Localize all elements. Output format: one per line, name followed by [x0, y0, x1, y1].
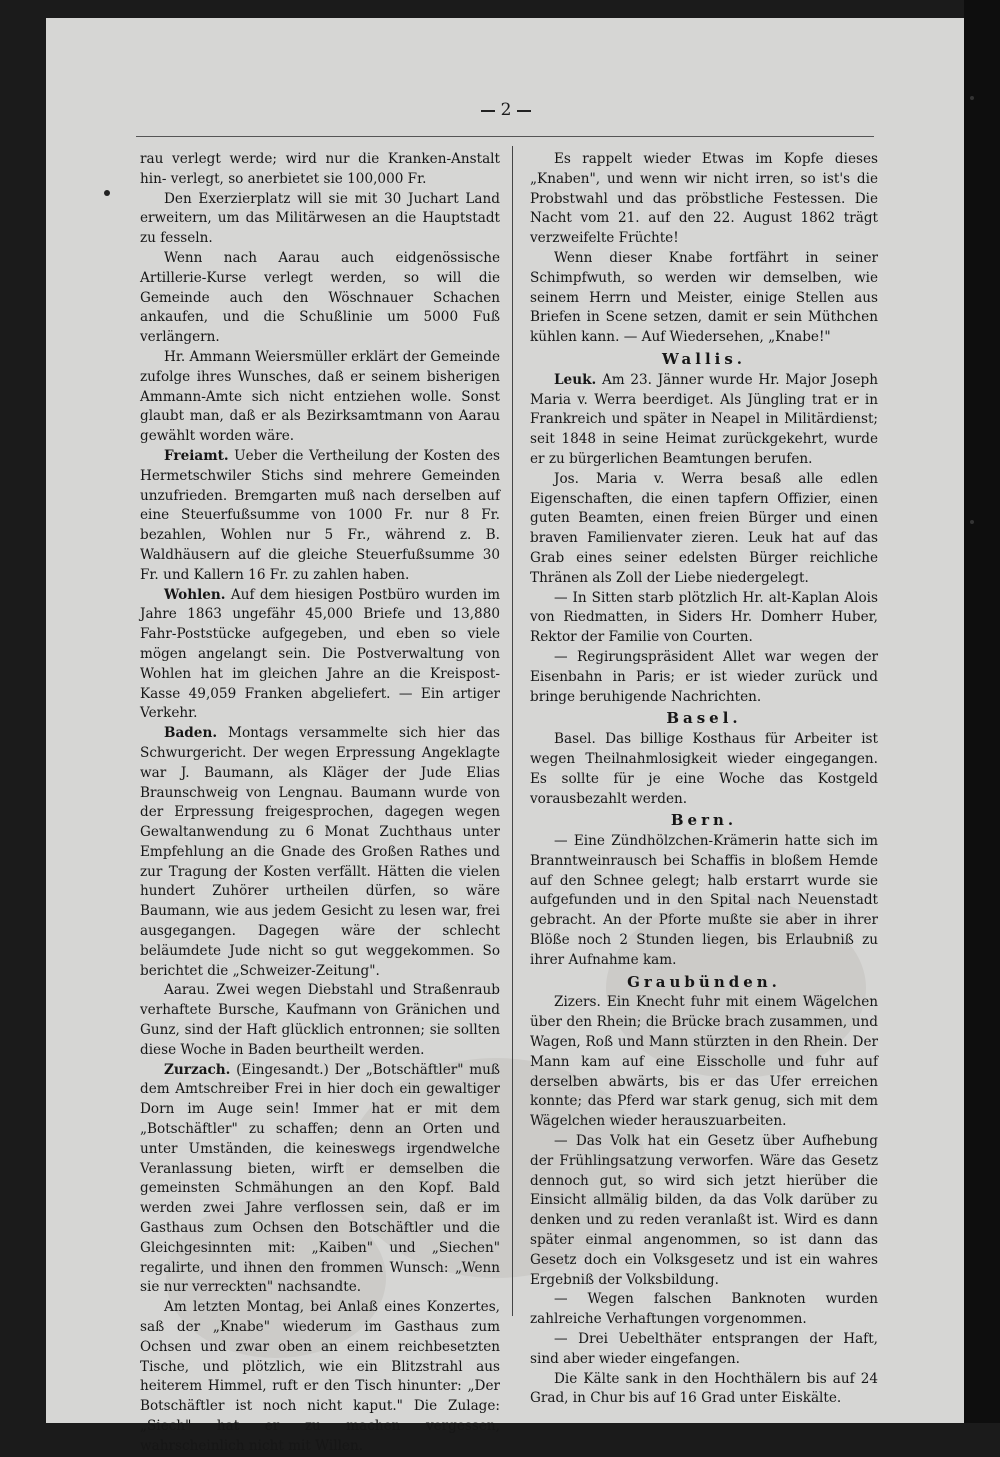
paragraph-text: — Eine Zündhölzchen-Krämerin hatte sich im Branntweinrausch bei Schaffis in bloßem Hemde auf den Schnee gelegt; halb erstarrt wurde sie aufgefunden und in den Spital nach Neuenstadt gebracht. An der Pforte mußte sie aber in ihrer Blöße noch 2 Stunden liegen, bis Erlaubniß zu ihrer Aufnahme kam.	[530, 833, 878, 968]
paragraph-text: Wenn dieser Knabe fortfährt in seiner Schimpfwuth, so werden wir demselben, wie seinem Herrn und Meister, einige Stellen aus Briefen in Scene setzen, damit er sein Müthchen kühlen kann. — Auf Wiedersehen, „Knabe!"	[530, 249, 878, 346]
article-paragraph	[530, 993, 878, 1132]
article-paragraph	[530, 832, 878, 971]
article-paragraph	[530, 648, 878, 707]
paragraph-text: — In Sitten starb plötzlich Hr. alt-Kaplan Alois von Riedmatten, in Siders Hr. Domherr Huber, Rektor der Familie von Courten.	[530, 589, 878, 646]
column-divider	[512, 146, 513, 1316]
paragraph-text: Am letzten Montag, bei Anlaß eines Konzertes, saß der „Knabe" wiederum im Gasthaus zum Ochsen und zwar oben an einem reichbesetzten Tische, und plötzlich, wie ein Blitzstrahl aus heiterem Himmel, ruft er den Tisch hinunter: „Der Botschäftler ist noch nicht kaput." Die Zulage: „Siech" hat er zu machen vergessen, wahrscheinlich nicht mit Willen.	[140, 1299, 500, 1454]
right-column	[530, 150, 878, 1409]
section-heading: Bern.	[670, 811, 738, 830]
scanner-edge	[964, 0, 1000, 1423]
paragraph-text: Am 23. Jänner wurde Hr. Major Joseph Maria v. Werra beerdiget. Als Jüngling trat er in Frankreich und später in Neapel in Militärdienst; seit 1848 in seine Heimat zurückgekehrt, wurde er zu bürgerlichen Beamtungen berufen.	[530, 371, 878, 467]
page-number: 2	[456, 100, 556, 120]
article-paragraph	[530, 249, 878, 348]
left-column	[140, 150, 500, 1457]
article-paragraph	[530, 1370, 878, 1410]
paragraph-text: — Wegen falschen Banknoten wurden zahlreiche Verhaftungen vorgenommen.	[530, 1291, 878, 1328]
header-rule	[136, 136, 874, 137]
paragraph-text: Wenn nach Aarau auch eidgenössische Artillerie-Kurse verlegt werden, so will die Gemeinde auch den Wöschnauer Schachen ankaufen, und die Schußlinie um 5000 Fuß verlängern.	[140, 249, 500, 346]
paragraph-text: — Das Volk hat ein Gesetz über Aufhebung der Frühlingsatzung verworfen. Wäre das Gesetz dennoch gut, so wird sich jetzt hierüber die Einsicht allmälig bilden, da das Volk darüber zu denken und zu reden veranlaßt ist. Wird es dann später einmal angenommen, so ist dann das Gesetz doch ein Volksgesetz und ist ein wahres Ergebniß der Volksbildung.	[530, 1133, 878, 1288]
article-paragraph	[530, 470, 878, 589]
place-lead: Freiamt.	[164, 447, 229, 464]
place-lead: Leuk.	[554, 371, 597, 388]
paragraph-text: — Regirungspräsident Allet war wegen der Eisenbahn in Paris; er ist wieder zurück und bringe beruhigende Nachrichten.	[530, 648, 878, 705]
article-paragraph	[140, 724, 500, 981]
paragraph-text: Ueber die Vertheilung der Kosten des Hermetschwiler Stichs sind mehrere Gemeinden unzufrieden. Bremgarten muß nach derselben auf eine Steuerfußsumme von 1000 Fr. nur 8 Fr. bezahlen, Wohlen nur 5 Fr., während z. B. Waldhäusern auf die gleiche Steuerfußsumme 30 Fr. und Kallern 16 Fr. zu zahlen haben.	[140, 447, 500, 583]
place-lead: Zurzach.	[164, 1061, 231, 1078]
paragraph-text: Aarau. Zwei wegen Diebstahl und Straßenraub verhaftete Bursche, Kaufmann von Gränichen und Gunz, sind der Haft glücklich entronnen; sie sollten diese Woche in Baden beurtheilt werden.	[140, 982, 500, 1058]
article-paragraph	[140, 190, 500, 249]
paragraph-text: Hr. Ammann Weiersmüller erklärt der Gemeinde zufolge ihres Wunsches, daß er seinem bisherigen Ammann-Amte sich nicht entziehen wolle. Sonst glaubt man, daß er als Bezirksamtmann von Aarau gewählt worden wäre.	[140, 348, 500, 445]
place-lead: Baden.	[164, 725, 218, 742]
paragraph-text: Den Exerzierplatz will sie mit 30 Juchart Land erweitern, um das Militärwesen an die Hauptstadt zu fesseln.	[140, 190, 500, 247]
section-heading: Graubünden.	[627, 972, 781, 991]
article-paragraph	[140, 249, 500, 348]
article-paragraph	[530, 150, 878, 249]
edge-mark	[970, 96, 974, 100]
article-paragraph	[140, 348, 500, 447]
article-paragraph	[530, 589, 878, 648]
article-paragraph	[530, 1132, 878, 1290]
paragraph-text: Basel. Das billige Kosthaus für Arbeiter ist wegen Theilnahmlosigkeit wieder eingegangen. Es sollte für je eine Woche das Kostgeld vorausbezahlt werden.	[530, 731, 878, 807]
section-heading: Basel.	[666, 709, 742, 728]
margin-mark	[104, 190, 110, 196]
article-paragraph	[530, 1290, 878, 1330]
paragraph-text: Es rappelt wieder Etwas im Kopfe dieses „Knaben", und wenn wir nicht irren, so ist's die Probstwahl und das pröbstliche Festessen. Die Nacht vom 21. auf den 22. August 1862 trägt verzweifelte Früchte!	[530, 151, 878, 247]
paragraph-text: Jos. Maria v. Werra besaß alle edlen Eigenschaften, die einen tapfern Offizier, einen guten Beamten, einen freien Bürger und einen braven Familienvater zieren. Leuk hat auf das Grab eines seiner edelsten Bürger reichliche Thränen als Zoll der Liebe niedergelegt.	[530, 470, 878, 586]
paragraph-text: (Eingesandt.) Der „Botschäftler" muß dem Amtschreiber Frei in hier doch ein gewaltiger Dorn im Auge sein! Immer hat er mit dem „Botschäftler" zu schaffen; denn an Orten und unter Umständen, die keineswegs irgendwelche Veranlassung bieten, wirft er demselben die gemeinsten Schmähungen an den Kopf. Bald werden zwei Jahre verflossen sein, daß er im Gasthaus zum Ochsen den Botschäftler und die Gleichgesinnten mit: „Kaiben" und „Siechen" regalirte, und ihnen den frommen Wunsch: „Wenn sie nur verreckten" nachsandte.	[140, 1061, 500, 1296]
article-paragraph	[140, 586, 500, 725]
paragraph-text: rau verlegt werde; wird nur die Kranken-Anstalt hin- verlegt, so anerbietet sie 100,000 Fr.	[140, 151, 500, 187]
article-paragraph	[140, 981, 500, 1060]
article-paragraph	[530, 371, 878, 470]
paragraph-text: Die Kälte sank in den Hochthälern bis auf 24 Grad, in Chur bis auf 16 Grad unter Eiskälte.	[530, 1370, 878, 1407]
newspaper-page	[46, 18, 964, 1454]
section-heading: Wallis.	[661, 349, 747, 368]
edge-mark	[970, 520, 974, 524]
paragraph-text: — Drei Uebelthäter entsprangen der Haft, sind aber wieder eingefangen.	[530, 1331, 878, 1367]
article-paragraph	[140, 150, 500, 190]
place-lead: Wohlen.	[164, 586, 226, 603]
article-paragraph	[140, 1061, 500, 1299]
article-paragraph	[530, 730, 878, 809]
paragraph-text: Montags versammelte sich hier das Schwurgericht. Der wegen Erpressung Angeklagte war J. Baumann, als Kläger der Jude Elias Braunschweig von Lengnau. Baumann wurde von der Erpressung freigesprochen, dagegen wegen Gewaltanwendung zu 6 Monat Zuchthaus unter Empfehlung an die Gnade des Großen Rathes und zur Tragung der Kosten verfällt. Hätten die vielen hundert Zuhörer urtheilen dürfen, so wäre Baumann, wie aus jedem Gesicht zu lesen war, frei ausgegangen. Dagegen wäre der schlecht beläumdete Jude nicht so gut weggekommen. So berichtet die „Schweizer-Zeitung".	[140, 725, 500, 979]
article-paragraph	[140, 447, 500, 586]
paragraph-text: Auf dem hiesigen Postbüro wurden im Jahre 1863 ungefähr 45,000 Briefe und 13,880 Fahr-Poststücke aufgegeben, und eben so viele mögen angelangt sein. Die Postverwaltung von Wohlen hat im gleichen Jahre an die Kreispost-Kasse 49,059 Franken abgeliefert. — Ein artiger Verkehr.	[140, 586, 500, 722]
paragraph-text: Zizers. Ein Knecht fuhr mit einem Wägelchen über den Rhein; die Brücke brach zusammen, und Wagen, Roß und Mann stürzten in den Rhein. Der Mann kam auf eine Eisscholle und fuhr auf derselben abwärts, bis er das Ufer erreichen konnte; das Pferd war stark genug, sich mit dem Wägelchen wieder herauszuarbeiten.	[530, 994, 878, 1130]
article-paragraph	[530, 1330, 878, 1370]
article-paragraph	[140, 1298, 500, 1456]
